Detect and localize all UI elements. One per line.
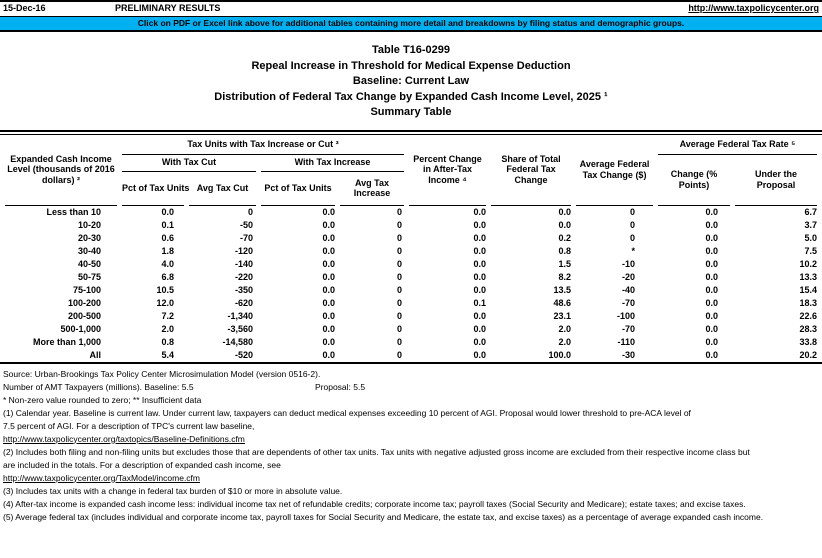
source-note: Source: Urban-Brookings Tax Policy Center Microsimulation Model (version 0516-2).	[3, 368, 321, 379]
cell: 0.1	[161, 219, 174, 230]
table-number: Table T16-0299	[371, 44, 451, 56]
cell: -10	[622, 258, 636, 269]
cell: 0.0	[705, 349, 719, 360]
cell: 0.2	[558, 232, 572, 243]
preliminary-results-label: PRELIMINARY RESULTS	[115, 3, 221, 13]
cell: 3.7	[804, 219, 818, 230]
cell: 0.0	[322, 297, 335, 308]
cell: 0	[397, 271, 403, 282]
cell: 48.6	[553, 297, 572, 308]
cell: 28.3	[799, 323, 818, 334]
cell: 0	[397, 284, 403, 295]
cell: 0.0	[322, 206, 335, 217]
cell: 0.0	[473, 349, 487, 360]
table-row	[5, 219, 817, 232]
col-header-pct-change-after-tax-income: Percent Change in After-Tax Income ⁴	[409, 135, 486, 206]
income-distribution-table	[0, 135, 822, 362]
cell: -20	[622, 271, 636, 282]
cell: 0	[630, 219, 636, 230]
table-row	[5, 206, 817, 219]
header-row-groups	[5, 135, 817, 155]
cell: -70	[239, 232, 253, 243]
cell: 0	[397, 323, 403, 334]
table-row	[5, 336, 817, 349]
amt-taxpayers-note	[3, 381, 822, 394]
cell: 0.0	[705, 232, 719, 243]
row-label: All	[89, 349, 101, 360]
cell: -220	[234, 271, 253, 282]
cell: -40	[622, 284, 636, 295]
top-header-bar	[0, 0, 822, 16]
cell: 0.8	[558, 245, 572, 256]
table-row	[5, 271, 817, 284]
cell: 0	[397, 258, 403, 269]
cell: 0	[397, 297, 403, 308]
table-row	[5, 310, 817, 323]
cell: -3,560	[227, 323, 253, 334]
cell: 33.8	[799, 336, 818, 347]
cell: 8.2	[558, 271, 572, 282]
footnote-3: (3) Includes tax units with a change in federal tax burden of $10 or more in absolute value.	[3, 485, 343, 496]
cell: -520	[234, 349, 253, 360]
cell: 0.0	[322, 232, 335, 243]
baseline-definitions-link[interactable]: http://www.taxpolicycenter.org/taxtopics/Baseline-Definitions.cfm	[3, 433, 245, 444]
cell: 10.2	[799, 258, 818, 269]
col-header-pct-tax-units-increase: Pct of Tax Units	[261, 172, 335, 206]
cell: 2.0	[161, 323, 174, 334]
cell: 0.0	[322, 349, 335, 360]
table-bottom-rule	[0, 362, 822, 364]
cell: 13.3	[799, 271, 818, 282]
row-label: 30-40	[77, 245, 101, 256]
cell: 0	[397, 245, 403, 256]
cell: 0	[397, 206, 403, 217]
col-header-under-the-proposal: Under the Proposal	[735, 155, 817, 206]
cell: 0.0	[322, 271, 335, 282]
cell: 0.0	[705, 310, 719, 321]
cell: -140	[234, 258, 253, 269]
cell: *	[631, 245, 636, 256]
table-row	[5, 258, 817, 271]
cell: 0.0	[473, 206, 487, 217]
cell: 0.0	[473, 284, 487, 295]
cell: -30	[622, 349, 636, 360]
cell: 0.0	[473, 219, 487, 230]
table-row	[5, 284, 817, 297]
table-row	[5, 232, 817, 245]
row-label: 500-1,000	[60, 323, 101, 334]
cell: 1.8	[161, 245, 174, 256]
table-row-all-total	[5, 349, 817, 362]
cell: 0.0	[322, 284, 335, 295]
cell: 0.8	[161, 336, 174, 347]
cell: 0.1	[473, 297, 487, 308]
cell: 20.2	[799, 349, 818, 360]
cell: 0	[630, 206, 636, 217]
cell: 0.0	[705, 323, 719, 334]
col-header-avg-tax-increase: Avg Tax Increase	[340, 172, 404, 206]
col-group-with-tax-cut: With Tax Cut	[122, 155, 256, 172]
table-title: Repeal Increase in Threshold for Medical Expense Deduction	[251, 59, 571, 72]
col-header-avg-tax-cut: Avg Tax Cut	[189, 172, 256, 206]
cell: 0.0	[322, 310, 335, 321]
cell: 0.0	[473, 271, 487, 282]
table-row	[5, 323, 817, 336]
baseline-subtitle: Baseline: Current Law	[352, 75, 470, 87]
cell: 100.0	[548, 349, 572, 360]
col-group-tax-units-increase-or-cut: Tax Units with Tax Increase or Cut ³	[122, 135, 404, 155]
table-row	[5, 297, 817, 310]
col-header-avg-federal-tax-change: Average Federal Tax Change ($)	[576, 135, 653, 206]
footnote-1-line-2: 7.5 percent of AGI. For a description of TPC's current law baseline,	[3, 420, 255, 431]
cell: 2.0	[558, 323, 572, 334]
col-header-change-pct-points: Change (% Points)	[658, 155, 730, 206]
cell: -14,580	[222, 336, 253, 347]
footnote-4: (4) After-tax income is expanded cash income less: individual income tax net of refundable credits; corporate income tax; payroll taxes (Social Security and Medicare); estate taxes; and excise taxes.	[3, 498, 746, 509]
row-label: 10-20	[77, 219, 101, 230]
cell: -70	[622, 323, 636, 334]
row-label: 50-75	[77, 271, 101, 282]
symbol-legend: * Non-zero value rounded to zero; ** Insufficient data	[3, 394, 202, 405]
cell: 0.0	[473, 336, 487, 347]
cell: 0.0	[322, 336, 335, 347]
cell: 0	[247, 206, 253, 217]
cell: -110	[617, 336, 636, 347]
cell: 0.0	[705, 245, 719, 256]
cell: 13.5	[553, 284, 572, 295]
cell: 0.0	[473, 245, 487, 256]
cell: -1,340	[227, 310, 253, 321]
cell: 0.0	[558, 206, 572, 217]
cell: 0.0	[705, 206, 719, 217]
cell: 7.2	[161, 310, 174, 321]
footnote-2-line-1: (2) Includes both filing and non-filing units but excludes those that are dependents of other tax units. Tax units with negative adjusted gross income are excluded from their respective income class but	[3, 446, 750, 457]
footnote-2-line-2: are included in the totals. For a description of expanded cash income, see	[3, 459, 281, 470]
cell: 0	[397, 310, 403, 321]
title-block	[0, 43, 822, 121]
cell: 0	[397, 349, 403, 360]
cell: 0.0	[558, 219, 572, 230]
row-label: 40-50	[77, 258, 101, 269]
row-label: More than 1,000	[32, 336, 101, 347]
cell: 0.0	[322, 219, 335, 230]
cell: 23.1	[553, 310, 572, 321]
footnote-1-line-1: (1) Calendar year. Baseline is current law. Under current law, taxpayers can deduct medical expenses exceeding 10 percent of AGI. Proposal would lower threshold to pre-ACA level of	[3, 407, 691, 418]
cell: 0.0	[705, 336, 719, 347]
cell: 0.0	[705, 284, 719, 295]
cell: 0.0	[705, 258, 719, 269]
cell: 0.0	[705, 271, 719, 282]
cell: -120	[234, 245, 253, 256]
cell: 0	[397, 219, 403, 230]
amt-proposal-value: Proposal: 5.5	[315, 381, 366, 392]
cell: 0.0	[322, 323, 335, 334]
cell: 10.5	[156, 284, 174, 295]
col-group-avg-federal-tax-rate: Average Federal Tax Rate ⁵	[658, 135, 817, 155]
row-label: 200-500	[67, 310, 101, 321]
cell: 4.0	[161, 258, 174, 269]
cell: 12.0	[156, 297, 174, 308]
cell: 0.0	[473, 258, 487, 269]
info-banner: Click on PDF or Excel link above for additional tables containing more detail and breakdowns by filing status and demographic groups.	[0, 16, 822, 32]
cell: 15.4	[799, 284, 818, 295]
col-header-income-level: Expanded Cash Income Level (thousands of 2016 dollars) ²	[5, 135, 117, 206]
cell: -620	[234, 297, 253, 308]
cell: 0.0	[161, 206, 174, 217]
cell: 18.3	[799, 297, 818, 308]
footnotes	[0, 368, 822, 524]
distribution-subtitle: Distribution of Federal Tax Change by Expanded Cash Income Level, 2025 ¹	[214, 90, 608, 103]
cell: 0	[397, 232, 403, 243]
taxpolicycenter-link[interactable]: http://www.taxpolicycenter.org	[688, 3, 819, 13]
amt-baseline-value: Number of AMT Taxpayers (millions). Baseline: 5.5	[3, 381, 194, 392]
cell: 0.0	[322, 245, 335, 256]
col-header-pct-tax-units-cut: Pct of Tax Units	[122, 172, 184, 206]
table-row	[5, 245, 817, 258]
cell: 5.0	[804, 232, 818, 243]
footnote-5: (5) Average federal tax (includes individual and corporate income tax, payroll taxes for Social Security and Medicare, the estate tax, and excise taxes) as a percentage of average expanded cash income.	[3, 511, 764, 522]
income-definition-link[interactable]: http://www.taxpolicycenter.org/TaxModel/income.cfm	[3, 472, 200, 483]
row-label: Less than 10	[46, 206, 101, 217]
row-label: 20-30	[77, 232, 101, 243]
cell: -70	[622, 297, 636, 308]
row-label: 75-100	[72, 284, 101, 295]
cell: 0.0	[705, 297, 719, 308]
cell: -100	[617, 310, 636, 321]
cell: 6.8	[161, 271, 174, 282]
cell: -50	[239, 219, 253, 230]
row-label: 100-200	[67, 297, 101, 308]
cell: 22.6	[799, 310, 818, 321]
cell: 0.0	[322, 258, 335, 269]
report-date: 15-Dec-16	[3, 3, 46, 13]
summary-table-subtitle: Summary Table	[370, 106, 452, 118]
cell: 0.0	[473, 232, 487, 243]
cell: 0	[630, 232, 636, 243]
cell: 5.4	[161, 349, 174, 360]
cell: 0.0	[705, 219, 719, 230]
cell: 1.5	[558, 258, 572, 269]
col-group-with-tax-increase: With Tax Increase	[261, 155, 404, 172]
cell: 0.0	[473, 323, 487, 334]
cell: 7.5	[804, 245, 818, 256]
col-header-share-of-total: Share of Total Federal Tax Change	[491, 135, 571, 206]
cell: 6.7	[804, 206, 818, 217]
cell: 0.6	[161, 232, 174, 243]
cell: 0.0	[473, 310, 487, 321]
cell: 0	[397, 336, 403, 347]
cell: -350	[234, 284, 253, 295]
cell: 2.0	[558, 336, 572, 347]
